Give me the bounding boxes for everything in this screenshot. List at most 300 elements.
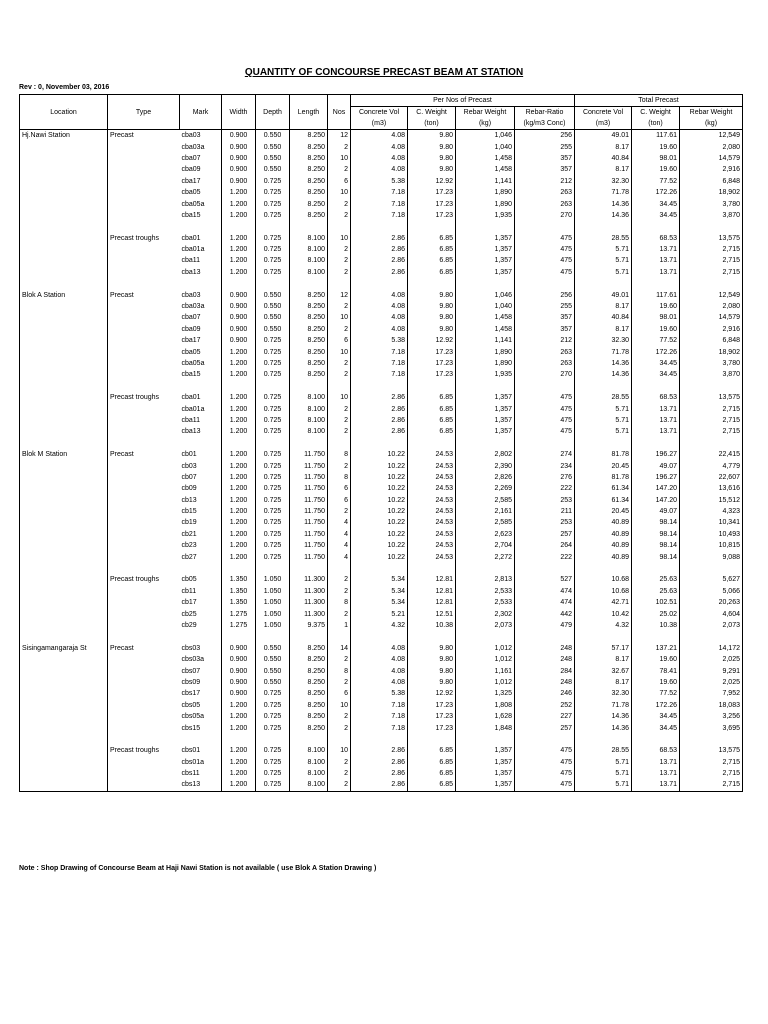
cell-type [108, 141, 180, 152]
cell-location [20, 608, 108, 619]
unit-ton: (ton) [408, 118, 456, 130]
cell-nos: 2 [328, 164, 351, 175]
cell-location [20, 506, 108, 517]
table-row [20, 415, 743, 426]
cell-rebar-weight: 1,357 [456, 233, 515, 244]
cell-length: 8.100 [290, 779, 328, 791]
cell-width: 1.200 [222, 768, 256, 779]
cell-total-concrete-vol: 8.17 [575, 164, 632, 175]
cell-rebar-weight: 2,802 [456, 449, 515, 460]
cell-c-weight: 17.23 [408, 187, 456, 198]
cell-concrete-vol: 2.86 [351, 392, 408, 403]
cell-mark: cba03 [181, 132, 201, 140]
cell-width: 1.200 [222, 529, 256, 540]
cell-type [108, 187, 180, 198]
cell-depth: 0.725 [256, 688, 290, 699]
cell-location [20, 278, 108, 289]
cell-mark: cba01a [181, 405, 205, 413]
table-row [20, 688, 743, 699]
cell-rebar-weight: 2,826 [456, 472, 515, 483]
table-row [20, 620, 743, 631]
cell-rebar-ratio: 475 [515, 415, 575, 426]
cell-rebar-ratio: 270 [515, 210, 575, 221]
cell-type [108, 711, 180, 722]
cell-total-c-weight: 13.71 [632, 415, 680, 426]
cell-total-c-weight: 19.60 [632, 164, 680, 175]
cell-rebar-ratio: 246 [515, 688, 575, 699]
cell-length: 8.100 [290, 267, 328, 278]
cell-depth: 0.550 [256, 312, 290, 323]
cell-length: 8.250 [290, 289, 328, 300]
table-row [20, 643, 743, 654]
cell-location [20, 711, 108, 722]
cell-total-rebar-weight: 2,715 [680, 426, 743, 437]
cell-rebar-weight: 1,046 [456, 289, 515, 300]
cell-rebar-weight: 1,357 [456, 415, 515, 426]
cell-width: 0.900 [222, 677, 256, 688]
cell-c-weight: 24.53 [408, 529, 456, 540]
cell-length: 8.250 [290, 369, 328, 380]
cell-total-c-weight: 49.07 [632, 460, 680, 471]
cell-total-rebar-weight: 18,902 [680, 187, 743, 198]
cell-width: 1.200 [222, 711, 256, 722]
cell-width: 1.350 [222, 586, 256, 597]
cell-mark: cba01a [181, 246, 205, 254]
cell-nos: 10 [328, 700, 351, 711]
cell-rebar-weight: 1,890 [456, 187, 515, 198]
cell-concrete-vol: 2.86 [351, 403, 408, 414]
cell-rebar-ratio: 211 [515, 506, 575, 517]
cell-total-rebar-weight: 15,512 [680, 495, 743, 506]
cell-total-rebar-weight: 14,579 [680, 312, 743, 323]
cell-type [108, 198, 180, 209]
cell-width [222, 631, 256, 642]
cell-rebar-ratio: 475 [515, 233, 575, 244]
cell-mark [180, 734, 222, 745]
col-total-rebar-weight: Rebar Weight [680, 107, 743, 119]
cell-rebar-ratio [515, 278, 575, 289]
cell-mark: cbs17 [181, 690, 201, 698]
cell-width: 1.200 [222, 244, 256, 255]
cell-rebar-weight: 2,272 [456, 551, 515, 562]
cell-width: 1.200 [222, 449, 256, 460]
cell-location [20, 381, 108, 392]
cell-concrete-vol: 7.18 [351, 369, 408, 380]
cell-nos: 4 [328, 551, 351, 562]
cell-depth: 0.725 [256, 198, 290, 209]
cell-length: 8.250 [290, 677, 328, 688]
cell-location [20, 483, 108, 494]
cell-rebar-ratio: 222 [515, 483, 575, 494]
cell-type: Precast troughs [108, 745, 180, 756]
cell-depth [256, 631, 290, 642]
cell-concrete-vol: 5.38 [351, 335, 408, 346]
cell-total-concrete-vol: 14.36 [575, 358, 632, 369]
cell-concrete-vol: 7.18 [351, 700, 408, 711]
cell-total-c-weight: 13.71 [632, 244, 680, 255]
cell-total-concrete-vol: 28.55 [575, 745, 632, 756]
cell-length: 8.250 [290, 700, 328, 711]
cell-rebar-ratio: 475 [515, 768, 575, 779]
cell-concrete-vol: 5.38 [351, 176, 408, 187]
table-row [20, 369, 743, 380]
cell-rebar-ratio: 475 [515, 255, 575, 266]
cell-length: 8.250 [290, 141, 328, 152]
cell-location [20, 324, 108, 335]
cell-concrete-vol: 4.08 [351, 289, 408, 300]
cell-mark: cbs11 [181, 770, 200, 778]
table-row [20, 244, 743, 255]
cell-total-rebar-weight: 2,073 [680, 620, 743, 631]
cell-rebar-ratio [515, 221, 575, 232]
cell-width: 1.350 [222, 597, 256, 608]
cell-c-weight: 6.85 [408, 745, 456, 756]
cell-type [108, 301, 180, 312]
cell-rebar-ratio: 255 [515, 141, 575, 152]
table-row [20, 187, 743, 198]
cell-length: 8.250 [290, 665, 328, 676]
cell-mark: cba05a [181, 200, 205, 208]
cell-length: 8.250 [290, 176, 328, 187]
cell-total-c-weight: 13.71 [632, 426, 680, 437]
cell-c-weight: 17.23 [408, 358, 456, 369]
cell-total-c-weight: 10.38 [632, 620, 680, 631]
cell-total-c-weight: 172.26 [632, 700, 680, 711]
cell-concrete-vol: 2.86 [351, 255, 408, 266]
cell-mark: cbs01a [181, 758, 205, 766]
cell-length: 8.250 [290, 335, 328, 346]
table-row [20, 540, 743, 551]
cell-rebar-weight: 1,325 [456, 688, 515, 699]
cell-c-weight: 12.92 [408, 176, 456, 187]
cell-c-weight: 24.53 [408, 472, 456, 483]
cell-total-c-weight: 13.71 [632, 267, 680, 278]
cell-location [20, 563, 108, 574]
cell-depth: 0.725 [256, 403, 290, 414]
cell-total-rebar-weight: 2,916 [680, 324, 743, 335]
cell-c-weight: 6.85 [408, 415, 456, 426]
cell-c-weight: 12.92 [408, 688, 456, 699]
cell-location [20, 551, 108, 562]
cell-nos: 2 [328, 358, 351, 369]
cell-mark [180, 563, 222, 574]
cell-location [20, 312, 108, 323]
cell-depth: 1.050 [256, 586, 290, 597]
cell-c-weight: 24.53 [408, 506, 456, 517]
cell-total-rebar-weight [680, 438, 743, 449]
cell-c-weight: 12.92 [408, 335, 456, 346]
cell-nos: 2 [328, 506, 351, 517]
cell-location [20, 221, 108, 232]
cell-concrete-vol: 4.08 [351, 677, 408, 688]
cell-total-concrete-vol: 5.71 [575, 768, 632, 779]
cell-length [290, 221, 328, 232]
cell-rebar-weight: 2,813 [456, 574, 515, 585]
cell-rebar-ratio: 475 [515, 403, 575, 414]
cell-mark: cb23 [181, 542, 197, 550]
cell-type [108, 255, 180, 266]
cell-nos: 2 [328, 403, 351, 414]
cell-nos: 2 [328, 677, 351, 688]
cell-total-concrete-vol: 81.78 [575, 472, 632, 483]
cell-concrete-vol: 4.08 [351, 665, 408, 676]
cell-type [108, 244, 180, 255]
cell-location [20, 301, 108, 312]
cell-nos: 2 [328, 608, 351, 619]
cell-location [20, 438, 108, 449]
cell-c-weight [408, 221, 456, 232]
cell-rebar-ratio: 357 [515, 324, 575, 335]
quantity-table [19, 94, 743, 792]
cell-rebar-weight [456, 631, 515, 642]
cell-rebar-weight [456, 278, 515, 289]
cell-total-rebar-weight: 2,715 [680, 244, 743, 255]
cell-nos [328, 631, 351, 642]
cell-total-c-weight: 68.53 [632, 233, 680, 244]
cell-c-weight: 24.53 [408, 449, 456, 460]
cell-mark: cbs15 [181, 724, 201, 732]
cell-concrete-vol: 5.38 [351, 688, 408, 699]
cell-width: 1.350 [222, 574, 256, 585]
cell-type [108, 483, 180, 494]
cell-width: 1.200 [222, 426, 256, 437]
cell-type [108, 779, 180, 791]
cell-mark: cb13 [181, 496, 197, 504]
cell-depth: 0.725 [256, 529, 290, 540]
cell-total-c-weight [632, 734, 680, 745]
cell-location: Sisingamangaraja St [20, 643, 108, 654]
cell-location [20, 233, 108, 244]
cell-width [222, 381, 256, 392]
cell-width: 1.200 [222, 403, 256, 414]
cell-type [108, 677, 180, 688]
cell-rebar-weight: 1,141 [456, 335, 515, 346]
cell-width: 1.200 [222, 779, 256, 791]
col-c-weight: C. Weight [408, 107, 456, 119]
cell-rebar-weight: 1,357 [456, 768, 515, 779]
cell-mark [180, 438, 222, 449]
cell-type [108, 460, 180, 471]
cell-length: 11.300 [290, 574, 328, 585]
cell-total-c-weight: 98.14 [632, 551, 680, 562]
cell-location [20, 153, 108, 164]
cell-total-concrete-vol: 5.71 [575, 415, 632, 426]
col-rebar-weight: Rebar Weight [456, 107, 515, 119]
cell-rebar-ratio: 256 [515, 289, 575, 300]
cell-depth: 0.550 [256, 324, 290, 335]
cell-rebar-weight: 1,890 [456, 198, 515, 209]
cell-length: 8.250 [290, 688, 328, 699]
cell-total-rebar-weight: 6,848 [680, 335, 743, 346]
cell-c-weight: 9.80 [408, 289, 456, 300]
table-row [20, 312, 743, 323]
cell-mark: cb03 [181, 462, 197, 470]
cell-total-c-weight: 102.51 [632, 597, 680, 608]
cell-width: 0.900 [222, 688, 256, 699]
table-row [20, 460, 743, 471]
cell-width: 1.200 [222, 210, 256, 221]
cell-type [108, 324, 180, 335]
cell-rebar-ratio: 475 [515, 779, 575, 791]
cell-rebar-ratio [515, 631, 575, 642]
table-row [20, 608, 743, 619]
cell-nos: 2 [328, 244, 351, 255]
cell-nos: 10 [328, 312, 351, 323]
cell-total-concrete-vol: 8.17 [575, 654, 632, 665]
table-row [20, 335, 743, 346]
cell-nos: 4 [328, 517, 351, 528]
table-row [20, 574, 743, 585]
col-mark: Mark [180, 107, 222, 119]
cell-length: 8.100 [290, 768, 328, 779]
cell-concrete-vol: 10.22 [351, 460, 408, 471]
cell-location [20, 335, 108, 346]
cell-rebar-weight: 2,533 [456, 597, 515, 608]
cell-nos: 6 [328, 335, 351, 346]
cell-total-rebar-weight: 4,779 [680, 460, 743, 471]
cell-total-c-weight: 98.14 [632, 529, 680, 540]
cell-nos [328, 278, 351, 289]
cell-total-concrete-vol: 32.30 [575, 176, 632, 187]
cell-total-rebar-weight: 13,575 [680, 745, 743, 756]
cell-length: 11.750 [290, 540, 328, 551]
cell-location [20, 745, 108, 756]
cell-depth: 0.725 [256, 187, 290, 198]
cell-width: 1.200 [222, 392, 256, 403]
cell-c-weight: 9.80 [408, 130, 456, 142]
cell-rebar-weight: 1,012 [456, 643, 515, 654]
cell-mark: cb09 [181, 485, 197, 493]
cell-type [108, 153, 180, 164]
cell-concrete-vol [351, 278, 408, 289]
cell-nos: 10 [328, 346, 351, 357]
cell-c-weight [408, 563, 456, 574]
cell-total-concrete-vol [575, 563, 632, 574]
group-total: Total Precast [575, 95, 743, 107]
cell-total-c-weight: 34.45 [632, 711, 680, 722]
cell-depth: 0.725 [256, 506, 290, 517]
cell-depth: 0.550 [256, 301, 290, 312]
cell-total-rebar-weight: 9,088 [680, 551, 743, 562]
cell-depth: 1.050 [256, 597, 290, 608]
table-row [20, 346, 743, 357]
cell-total-concrete-vol: 5.71 [575, 244, 632, 255]
cell-length: 8.100 [290, 756, 328, 767]
cell-depth: 0.725 [256, 700, 290, 711]
cell-length: 8.100 [290, 415, 328, 426]
table-row [20, 711, 743, 722]
table-row [20, 164, 743, 175]
cell-length: 8.100 [290, 244, 328, 255]
cell-c-weight: 6.85 [408, 244, 456, 255]
cell-mark: cba01 [181, 234, 201, 242]
cell-rebar-ratio: 222 [515, 551, 575, 562]
cell-c-weight: 6.85 [408, 255, 456, 266]
col-location: Location [20, 107, 108, 119]
cell-rebar-ratio: 475 [515, 392, 575, 403]
cell-nos: 2 [328, 255, 351, 266]
cell-rebar-ratio: 253 [515, 495, 575, 506]
cell-rebar-ratio: 274 [515, 449, 575, 460]
cell-type [108, 358, 180, 369]
cell-total-concrete-vol: 14.36 [575, 711, 632, 722]
cell-total-c-weight: 13.71 [632, 756, 680, 767]
cell-total-concrete-vol [575, 438, 632, 449]
cell-total-c-weight: 13.71 [632, 255, 680, 266]
cell-total-c-weight: 98.01 [632, 312, 680, 323]
cell-type [108, 563, 180, 574]
table-row [20, 768, 743, 779]
cell-concrete-vol: 2.86 [351, 244, 408, 255]
cell-nos: 10 [328, 153, 351, 164]
cell-total-c-weight: 196.27 [632, 472, 680, 483]
cell-concrete-vol: 10.22 [351, 540, 408, 551]
cell-rebar-ratio: 479 [515, 620, 575, 631]
cell-rebar-ratio: 474 [515, 597, 575, 608]
cell-mark [180, 278, 222, 289]
table-row [20, 289, 743, 300]
cell-c-weight: 6.85 [408, 267, 456, 278]
cell-total-rebar-weight [680, 278, 743, 289]
cell-rebar-weight: 1,357 [456, 267, 515, 278]
cell-c-weight: 9.80 [408, 164, 456, 175]
cell-depth: 0.725 [256, 551, 290, 562]
cell-concrete-vol: 10.22 [351, 517, 408, 528]
cell-concrete-vol: 4.08 [351, 643, 408, 654]
cell-concrete-vol: 4.08 [351, 324, 408, 335]
cell-type [108, 597, 180, 608]
cell-rebar-ratio: 276 [515, 472, 575, 483]
cell-total-concrete-vol: 14.36 [575, 198, 632, 209]
cell-type [108, 164, 180, 175]
cell-nos: 6 [328, 483, 351, 494]
col-width: Width [222, 107, 256, 119]
cell-nos: 10 [328, 187, 351, 198]
cell-type [108, 586, 180, 597]
cell-total-concrete-vol: 10.68 [575, 586, 632, 597]
cell-location [20, 403, 108, 414]
cell-length: 11.750 [290, 449, 328, 460]
cell-depth: 0.725 [256, 346, 290, 357]
cell-width [222, 221, 256, 232]
cell-width [222, 278, 256, 289]
cell-nos: 10 [328, 392, 351, 403]
cell-length: 8.250 [290, 164, 328, 175]
cell-nos: 2 [328, 779, 351, 791]
unit-ratio: (kg/m3 Conc) [515, 118, 575, 130]
unit-total-kg: (kg) [680, 118, 743, 130]
cell-concrete-vol [351, 381, 408, 392]
cell-length [290, 563, 328, 574]
cell-rebar-weight: 1,458 [456, 153, 515, 164]
cell-width: 1.200 [222, 358, 256, 369]
cell-depth: 0.725 [256, 540, 290, 551]
cell-depth: 0.725 [256, 768, 290, 779]
cell-total-c-weight [632, 563, 680, 574]
cell-rebar-weight: 2,585 [456, 495, 515, 506]
cell-c-weight: 9.80 [408, 312, 456, 323]
cell-width: 1.200 [222, 233, 256, 244]
cell-width: 0.900 [222, 130, 256, 142]
cell-rebar-ratio: 252 [515, 700, 575, 711]
cell-nos: 6 [328, 495, 351, 506]
table-row [20, 233, 743, 244]
cell-c-weight: 9.80 [408, 153, 456, 164]
cell-c-weight: 6.85 [408, 233, 456, 244]
cell-length: 8.250 [290, 711, 328, 722]
cell-mark: cbs13 [180, 779, 222, 791]
cell-c-weight: 9.80 [408, 677, 456, 688]
